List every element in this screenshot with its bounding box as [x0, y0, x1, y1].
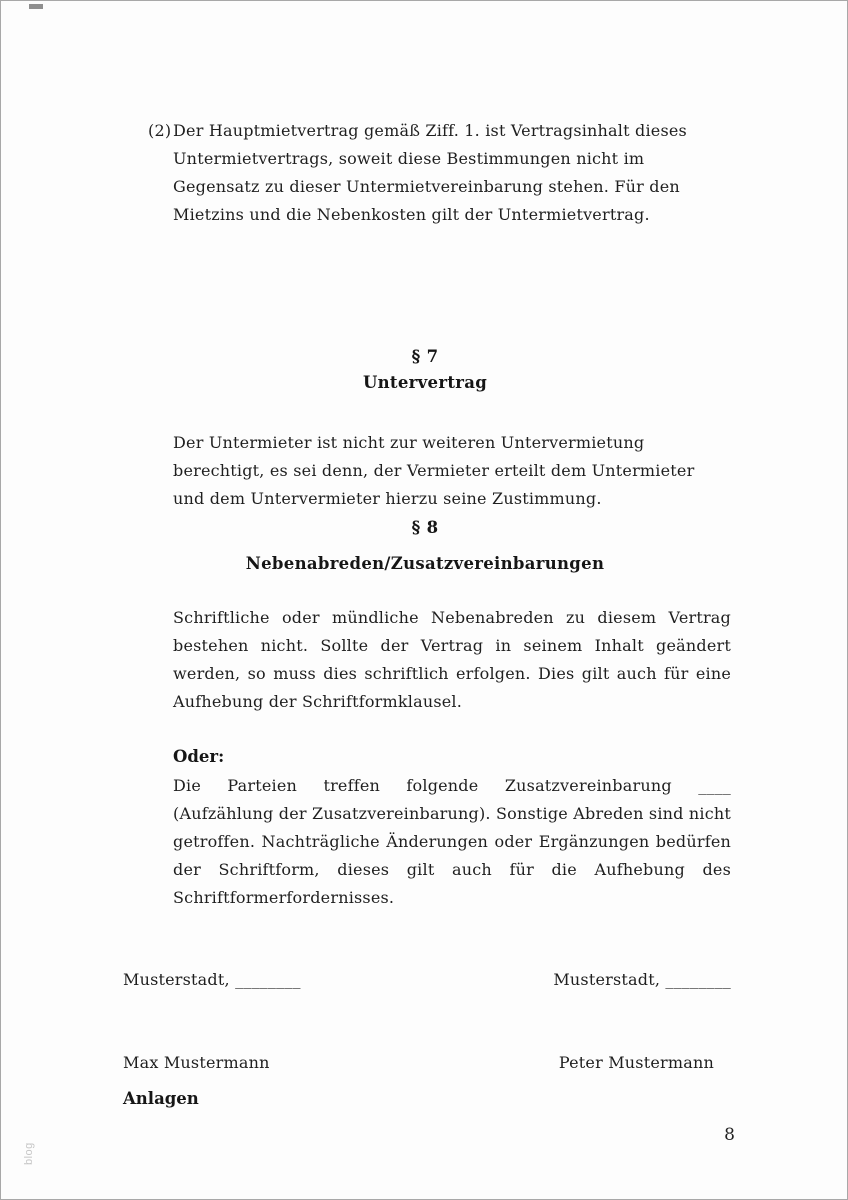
section-8-number: § 8 [411, 518, 439, 537]
oder-label: Oder: [173, 747, 225, 766]
section-7-body: Der Untermieter ist nicht zur weiteren Untervermietung berechtigt, es sei denn, der Vermieter erteilt dem Untermieter und dem Untervermieter hierzu seine Zustimmung. [173, 433, 695, 508]
page-number: 8 [724, 1125, 735, 1145]
signature-city-right: Musterstadt, ________ [553, 970, 731, 989]
paragraph-2-text: Der Hauptmietvertrag gemäß Ziff. 1. ist Vertragsinhalt dieses Untermietvertrags, soweit diese Bestimmungen nicht im Gegensatz zu dieser Untermietvereinbarung stehen. Für den Mietzins und die Nebenkosten gilt der Untermietvertrag. [173, 121, 687, 224]
paragraph-2-marker: (2) [148, 121, 172, 140]
signature-name-left: Max Mustermann [123, 1053, 270, 1072]
signature-city-left: Musterstadt, ________ [123, 970, 301, 989]
section-7-title: Untervertrag [362, 373, 488, 392]
scan-artifact [29, 4, 43, 9]
signature-name-row [123, 1049, 731, 1077]
anlagen-label: Anlagen [123, 1089, 199, 1108]
document-content [123, 117, 731, 1113]
section-8-title: Nebenabreden/Zusatzvereinbarungen [245, 554, 605, 573]
paragraph-2 [148, 117, 731, 229]
section-8-body-2: Die Parteien treffen folgende Zusatzvereinbarung ____ (Aufzählung der Zusatzvereinbarung). Sonstige Abreden sind nicht getroffen. Nachträgliche Änderungen oder Ergänzungen bedürfen der Schriftform, dieses gilt auch für die Aufhebung des Schriftformerfordernisses. [173, 776, 731, 907]
section-8-body-1: Schriftliche oder mündliche Nebenabreden zu diesem Vertrag bestehen nicht. Sollte der Vertrag in seinem Inhalt geändert werden, so muss dies schriftlich erfolgen. Dies gilt auch für eine Aufhebung der Schriftformklausel. [173, 608, 731, 711]
signature-name-right: Peter Mustermann [558, 1053, 714, 1072]
watermark-text: blog [23, 1142, 35, 1165]
signature-city-row [123, 966, 731, 994]
section-7-number: § 7 [411, 347, 439, 366]
